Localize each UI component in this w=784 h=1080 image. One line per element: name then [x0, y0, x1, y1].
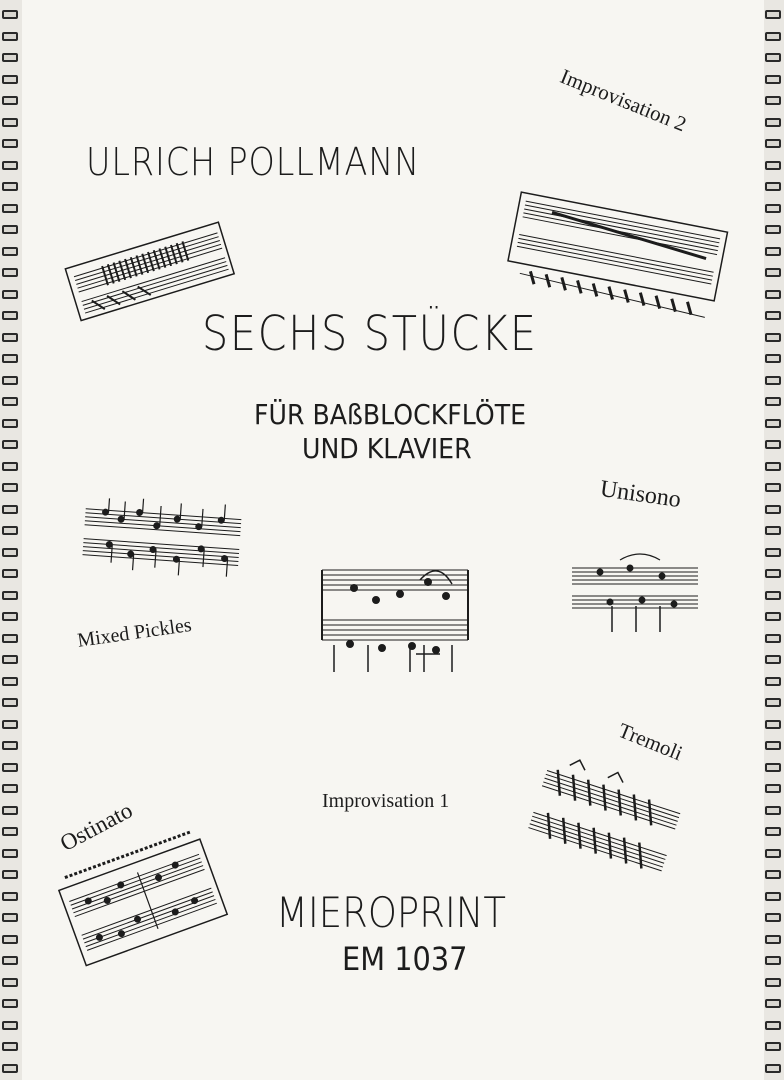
publisher-name: MIEROPRINT	[276, 888, 507, 937]
binding-coil	[765, 75, 781, 84]
binding-coil	[765, 462, 781, 471]
binding-coil	[2, 483, 18, 492]
binding-coil	[2, 1064, 18, 1073]
piece-label-mixed-pickles: Mixed Pickles	[76, 613, 193, 652]
binding-coil	[765, 268, 781, 277]
binding-coil	[765, 182, 781, 191]
binding-coil	[2, 849, 18, 858]
binding-coil	[2, 53, 18, 62]
binding-coil	[2, 784, 18, 793]
binding-coil	[2, 827, 18, 836]
binding-coil	[2, 376, 18, 385]
binding-coil	[2, 161, 18, 170]
binding-coil	[2, 935, 18, 944]
instrumentation-line-2: UND KLAVIER	[302, 432, 472, 465]
binding-coil	[2, 569, 18, 578]
binding-coil	[2, 440, 18, 449]
binding-coil	[765, 634, 781, 643]
music-fragment-unisono	[570, 546, 700, 636]
binding-coil	[2, 505, 18, 514]
binding-coil	[2, 118, 18, 127]
binding-coil	[2, 225, 18, 234]
edition-number: EM 1037	[342, 940, 468, 978]
binding-coil	[765, 53, 781, 62]
binding-coil	[2, 462, 18, 471]
binding-coil	[2, 268, 18, 277]
binding-coil	[765, 1064, 781, 1073]
binding-coil	[2, 333, 18, 342]
binding-coil	[2, 1021, 18, 1030]
binding-coil	[765, 1021, 781, 1030]
binding-coil	[765, 204, 781, 213]
binding-coil	[2, 1042, 18, 1051]
binding-coil	[765, 892, 781, 901]
binding-coil	[765, 290, 781, 299]
music-fragment-tremoli	[520, 764, 680, 904]
binding-coil	[765, 720, 781, 729]
binding-coil	[2, 591, 18, 600]
binding-coil	[2, 290, 18, 299]
binding-coil	[2, 32, 18, 41]
binding-coil	[765, 935, 781, 944]
binding-coil	[2, 720, 18, 729]
binding-coil	[765, 354, 781, 363]
binding-coil	[2, 548, 18, 557]
binding-coil	[2, 182, 18, 191]
binding-coil	[2, 397, 18, 406]
piece-label-tremoli: Tremoli	[615, 718, 687, 766]
binding-coil	[2, 139, 18, 148]
binding-coil	[765, 96, 781, 105]
binding-coil	[765, 333, 781, 342]
binding-coil	[765, 526, 781, 535]
binding-coil	[765, 397, 781, 406]
binding-coil	[765, 139, 781, 148]
music-fragment-top-left	[66, 222, 236, 322]
binding-coil	[2, 634, 18, 643]
piece-label-unisono: Unisono	[598, 476, 683, 514]
spiral-binding-right	[760, 0, 784, 1080]
binding-coil	[765, 569, 781, 578]
binding-coil	[2, 247, 18, 256]
binding-coil	[2, 741, 18, 750]
binding-coil	[765, 827, 781, 836]
binding-coil	[2, 612, 18, 621]
work-title: SECHS STÜCKE	[202, 306, 538, 362]
piece-label-improvisation-2: Improvisation 2	[557, 64, 690, 137]
binding-coil	[2, 526, 18, 535]
binding-coil	[765, 784, 781, 793]
binding-coil	[2, 655, 18, 664]
binding-coil	[765, 763, 781, 772]
binding-coil	[765, 741, 781, 750]
binding-coil	[2, 677, 18, 686]
binding-coil	[2, 870, 18, 879]
binding-coil	[765, 505, 781, 514]
binding-coil	[2, 311, 18, 320]
binding-coil	[765, 1042, 781, 1051]
binding-coil	[765, 376, 781, 385]
binding-coil	[765, 483, 781, 492]
spiral-binding-left	[0, 0, 24, 1080]
binding-coil	[2, 354, 18, 363]
binding-coil	[765, 978, 781, 987]
binding-coil	[2, 892, 18, 901]
binding-coil	[2, 698, 18, 707]
binding-coil	[2, 204, 18, 213]
music-fragment-mixed-pickles	[80, 496, 245, 576]
composer-name: ULRICH POLLMANN	[86, 140, 421, 184]
binding-coil	[2, 806, 18, 815]
binding-coil	[765, 548, 781, 557]
binding-coil	[765, 440, 781, 449]
binding-coil	[2, 75, 18, 84]
binding-coil	[2, 10, 18, 19]
binding-coil	[2, 913, 18, 922]
binding-coil	[765, 999, 781, 1008]
binding-coil	[2, 96, 18, 105]
music-fragment-ostinato	[62, 832, 227, 972]
binding-coil	[2, 956, 18, 965]
binding-coil	[765, 419, 781, 428]
piece-label-ostinato: Ostinato	[56, 797, 137, 857]
binding-coil	[765, 311, 781, 320]
binding-coil	[765, 698, 781, 707]
instrumentation-line-1: FÜR BAßBLOCKFLÖTE	[254, 398, 527, 431]
binding-coil	[765, 806, 781, 815]
binding-coil	[765, 247, 781, 256]
binding-coil	[765, 32, 781, 41]
binding-coil	[765, 956, 781, 965]
binding-coil	[765, 10, 781, 19]
binding-coil	[765, 612, 781, 621]
binding-coil	[765, 849, 781, 858]
binding-coil	[765, 913, 781, 922]
binding-coil	[2, 978, 18, 987]
binding-coil	[765, 870, 781, 879]
binding-coil	[765, 225, 781, 234]
binding-coil	[765, 677, 781, 686]
music-fragment-top-right	[504, 196, 734, 326]
binding-coil	[2, 419, 18, 428]
piece-label-improvisation-1: Improvisation 1	[322, 790, 450, 812]
binding-coil	[765, 118, 781, 127]
music-fragment-center	[320, 560, 470, 680]
binding-coil	[2, 763, 18, 772]
binding-coil	[765, 161, 781, 170]
binding-coil	[2, 999, 18, 1008]
binding-coil	[765, 591, 781, 600]
binding-coil	[765, 655, 781, 664]
